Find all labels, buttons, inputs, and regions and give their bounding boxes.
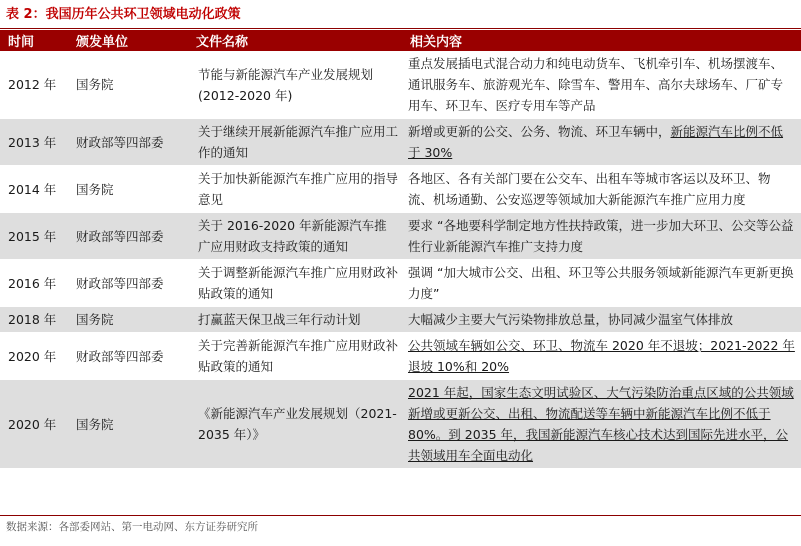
content-segment: 大幅减少主要大气污染物排放总量，协同减少温室气体排放 xyxy=(408,312,734,327)
cell-document: 《新能源汽车产业发展规划（2021-2035 年）》 xyxy=(188,380,402,469)
table-title: 表 2：我国历年公共环卫领域电动化政策 xyxy=(6,7,241,22)
table-header-row xyxy=(0,30,801,51)
policy-table xyxy=(0,30,801,469)
content-segment: 新能源汽车比例不低于 30% xyxy=(408,124,784,160)
cell-issuer: 财政部等四部委 xyxy=(68,333,188,380)
content-segment: 要求 “各地要科学制定地方性扶持政策，进一步加大环卫、公交等公益性行业新能源汽车推广支持力度 xyxy=(408,218,794,254)
table-body xyxy=(0,51,801,469)
title-divider xyxy=(0,28,801,29)
cell-document: 关于继续开展新能源汽车推广应用工作的通知 xyxy=(188,119,402,166)
cell-content xyxy=(402,380,801,469)
cell-document: 关于加快新能源汽车推广应用的指导意见 xyxy=(188,166,402,213)
cell-year: 2012 年 xyxy=(0,51,68,119)
cell-content xyxy=(402,51,801,119)
content-segment: 各地区、各有关部门要在公交车、出租车等城市客运以及环卫、物流、机场通勤、公安巡逻等领域加大新能源汽车推广应用力度 xyxy=(408,171,771,207)
cell-year: 2014 年 xyxy=(0,166,68,213)
table-row xyxy=(0,119,801,166)
cell-year: 2015 年 xyxy=(0,213,68,260)
cell-content xyxy=(402,260,801,307)
table-row xyxy=(0,333,801,380)
cell-content xyxy=(402,166,801,213)
content-segment: 重点发展插电式混合动力和纯电动货车、飞机牵引车、机场摆渡车、通讯服务车、旅游观光车、除雪车、警用车、高尔夫球场车、厂矿专用车、环卫车、医疗专用车等产品 xyxy=(408,56,784,113)
table-row xyxy=(0,307,801,333)
header-issuer: 颁发单位 xyxy=(68,30,188,51)
cell-content xyxy=(402,213,801,260)
cell-issuer: 国务院 xyxy=(68,307,188,333)
cell-issuer: 国务院 xyxy=(68,380,188,469)
cell-content xyxy=(402,333,801,380)
cell-issuer: 国务院 xyxy=(68,51,188,119)
cell-document: 关于调整新能源汽车推广应用财政补贴政策的通知 xyxy=(188,260,402,307)
content-segment: 强调 “加大城市公交、出租、环卫等公共服务领域新能源汽车更新更换力度” xyxy=(408,265,794,301)
cell-document: 节能与新能源汽车产业发展规划(2012-2020 年) xyxy=(188,51,402,119)
cell-year: 2020 年 xyxy=(0,380,68,469)
cell-issuer: 财政部等四部委 xyxy=(68,213,188,260)
content-segment: 2021 年起，国家生态文明试验区、大气污染防治重点区域的公共领域新增或更新公交、出租、物流配送等车辆中新能源汽车比例不低于 80%。到 2035 年，我国新能源汽车核心技术达到国际先进水平，公共领域用车全面电动化 xyxy=(408,385,794,463)
table-row xyxy=(0,213,801,260)
cell-issuer: 财政部等四部委 xyxy=(68,260,188,307)
source-note: 数据来源：各部委网站、第一电动网、东方证券研究所 xyxy=(6,521,258,533)
content-segment: 新增或更新的公交、公务、物流、环卫车辆中， xyxy=(408,124,671,139)
table-row xyxy=(0,380,801,469)
footer-divider xyxy=(0,515,801,516)
table-row xyxy=(0,166,801,213)
cell-issuer: 国务院 xyxy=(68,166,188,213)
header-year: 时间 xyxy=(0,30,68,51)
cell-year: 2018 年 xyxy=(0,307,68,333)
cell-year: 2013 年 xyxy=(0,119,68,166)
cell-content xyxy=(402,119,801,166)
cell-year: 2016 年 xyxy=(0,260,68,307)
cell-document: 关于 2016-2020 年新能源汽车推广应用财政支持政策的通知 xyxy=(188,213,402,260)
cell-year: 2020 年 xyxy=(0,333,68,380)
cell-content xyxy=(402,307,801,333)
content-segment: 公共领域车辆如公交、环卫、物流车 2020 年不退坡；2021-2022 年退坡 10%和 20% xyxy=(408,338,795,374)
table-row xyxy=(0,51,801,119)
cell-document: 打赢蓝天保卫战三年行动计划 xyxy=(188,307,402,333)
table-row xyxy=(0,260,801,307)
cell-document: 关于完善新能源汽车推广应用财政补贴政策的通知 xyxy=(188,333,402,380)
cell-issuer: 财政部等四部委 xyxy=(68,119,188,166)
header-document: 文件名称 xyxy=(188,30,402,51)
header-content: 相关内容 xyxy=(402,30,801,51)
